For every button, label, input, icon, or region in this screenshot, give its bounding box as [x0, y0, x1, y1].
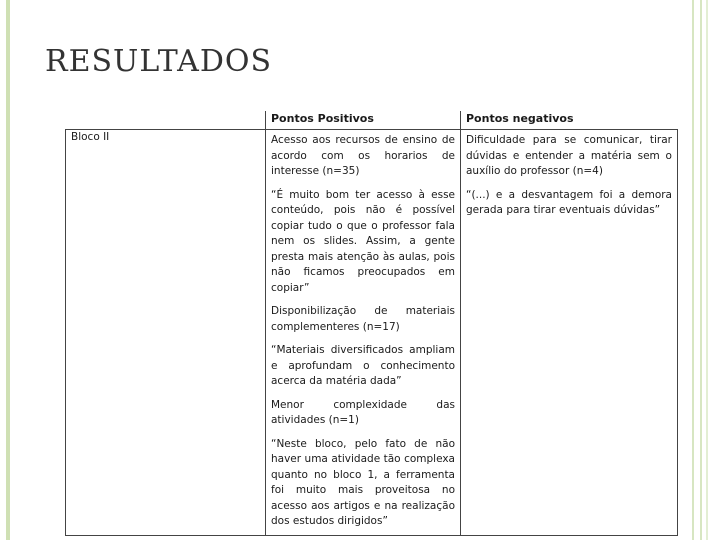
header-negatives: Pontos negativos [461, 111, 678, 130]
positive-item: Disponibilização de materiais complementeres (n=17) [271, 305, 455, 333]
results-table [65, 111, 678, 536]
row-label: Bloco II [71, 131, 110, 143]
positive-quote: “Materiais diversificados ampliam e aprofundam o conhecimento acerca da matéria dada” [271, 344, 455, 387]
negatives-cell [461, 130, 678, 536]
table-header-row [66, 111, 678, 130]
positives-cell [266, 130, 461, 536]
slide-title: RESULTADOS [45, 44, 273, 79]
negative-item: Dificuldade para se comunicar, tirar dúvidas e entender a matéria sem o auxílio do professor (n=4) [466, 134, 672, 177]
positive-quote: “Neste bloco, pelo fato de não haver uma atividade tão complexa quanto no bloco 1, a ferramenta foi muito mais proveitosa no acesso aos artigos e na realização dos estudos dirigidos” [271, 437, 455, 527]
negative-quote: “(...) e a desvantagem foi a demora gerada para tirar eventuais dúvidas” [466, 188, 672, 216]
right-decorative-bar [692, 0, 702, 540]
header-empty [66, 111, 266, 130]
row-label-cell [66, 130, 266, 536]
left-decorative-bar [6, 0, 10, 540]
positive-item: Menor complexidade das atividades (n=1) [271, 398, 455, 426]
positive-item: Acesso aos recursos de ensino de acordo com os horarios de interesse (n=35) [271, 134, 455, 177]
header-positives: Pontos Positivos [266, 111, 461, 130]
right-decorative-line [706, 0, 708, 540]
table-row [66, 130, 678, 536]
positive-quote: “É muito bom ter acesso à esse conteúdo, pois não é possível copiar tudo o que o professor fala nem os slides. Assim, a gente presta mais atenção às aulas, pois não ficamos preocupados em copiar” [271, 188, 455, 294]
